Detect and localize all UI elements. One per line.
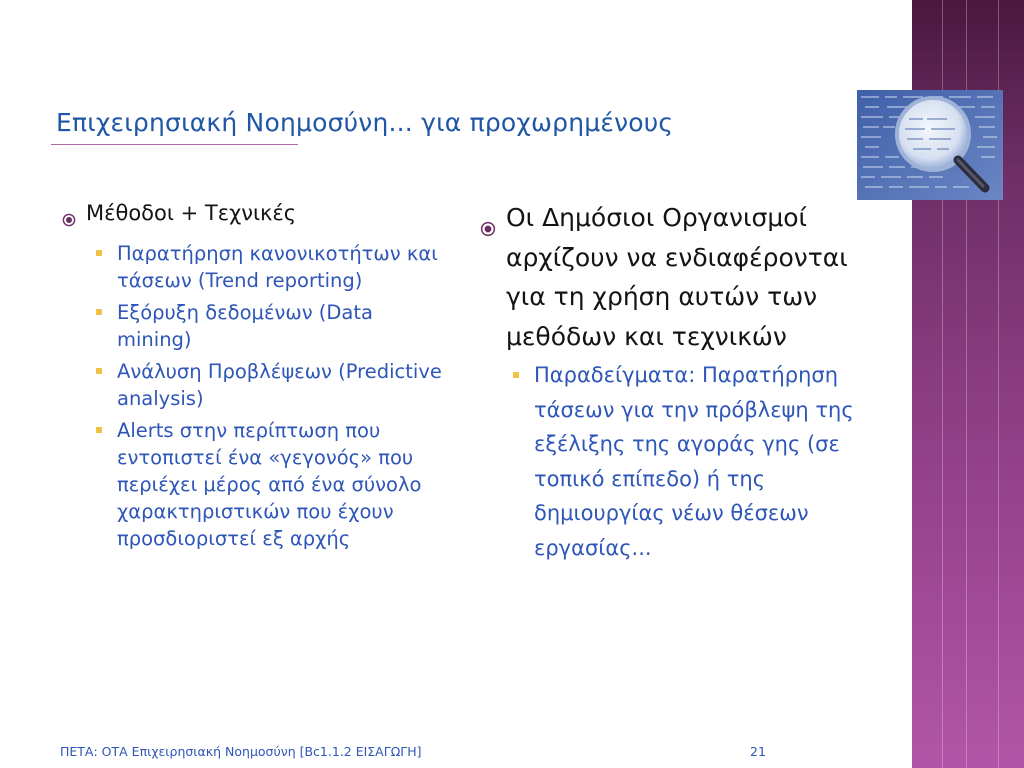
radio-bullet-icon (480, 209, 496, 249)
list-item-text: Ανάλυση Προβλέψεων (Predictive analysis) (117, 360, 442, 410)
square-bullet-icon (513, 372, 519, 378)
list-item (96, 417, 452, 552)
sub-bullet-list (96, 240, 452, 552)
page-number: 21 (750, 744, 766, 759)
square-bullet-icon (96, 368, 102, 374)
left-column (62, 198, 452, 552)
list-item-text: Alerts στην περίπτωση που εντοπιστεί ένα «γεγονός» που περιέχει μέρος από ένα σύνολο χαρακτηριστικών που έχουν προσδιοριστεί εξ αρχής (117, 419, 422, 550)
list-item-text: Παραδείγματα: Παρατήρηση τάσεων για την πρόβλεψη της εξέλιξης της αγοράς γης (σε τοπικό επίπεδο) ή της δημιουργίας νέων θέσεων εργασίας... (534, 363, 854, 560)
bullet-level-1 (62, 198, 452, 235)
square-bullet-icon (96, 427, 102, 433)
slide-title: Επιχειρησιακή Νοημοσύνη... για προχωρημένους (56, 108, 674, 137)
sub-bullet-list (513, 358, 880, 565)
radio-bullet-icon (62, 205, 76, 235)
right-column (480, 198, 880, 565)
magnifier-over-data-icon (857, 90, 1003, 200)
right-heading: Οι Δημόσιοι Οργανισμοί αρχίζουν να ενδιαφέρονται για τη χρήση αυτών των μεθόδων και τεχνικών (506, 203, 848, 351)
list-item-text: Εξόρυξη δεδομένων (Data mining) (117, 301, 373, 351)
square-bullet-icon (96, 250, 102, 256)
slide-footer: ΠΕΤΑ: ΟΤΑ Επιχειρησιακή Νοημοσύνη [Bc1.1.2 ΕΙΣΑΓΩΓΗ] (60, 744, 422, 759)
list-item (96, 358, 452, 412)
left-heading: Μέθοδοι + Τεχνικές (86, 201, 297, 225)
list-item-text: Παρατήρηση κανονικοτήτων και τάσεων (Trend reporting) (117, 242, 438, 292)
bullet-level-1 (480, 198, 880, 356)
list-item (96, 240, 452, 294)
title-underline (51, 144, 298, 145)
list-item (513, 358, 880, 565)
square-bullet-icon (96, 309, 102, 315)
list-item (96, 299, 452, 353)
